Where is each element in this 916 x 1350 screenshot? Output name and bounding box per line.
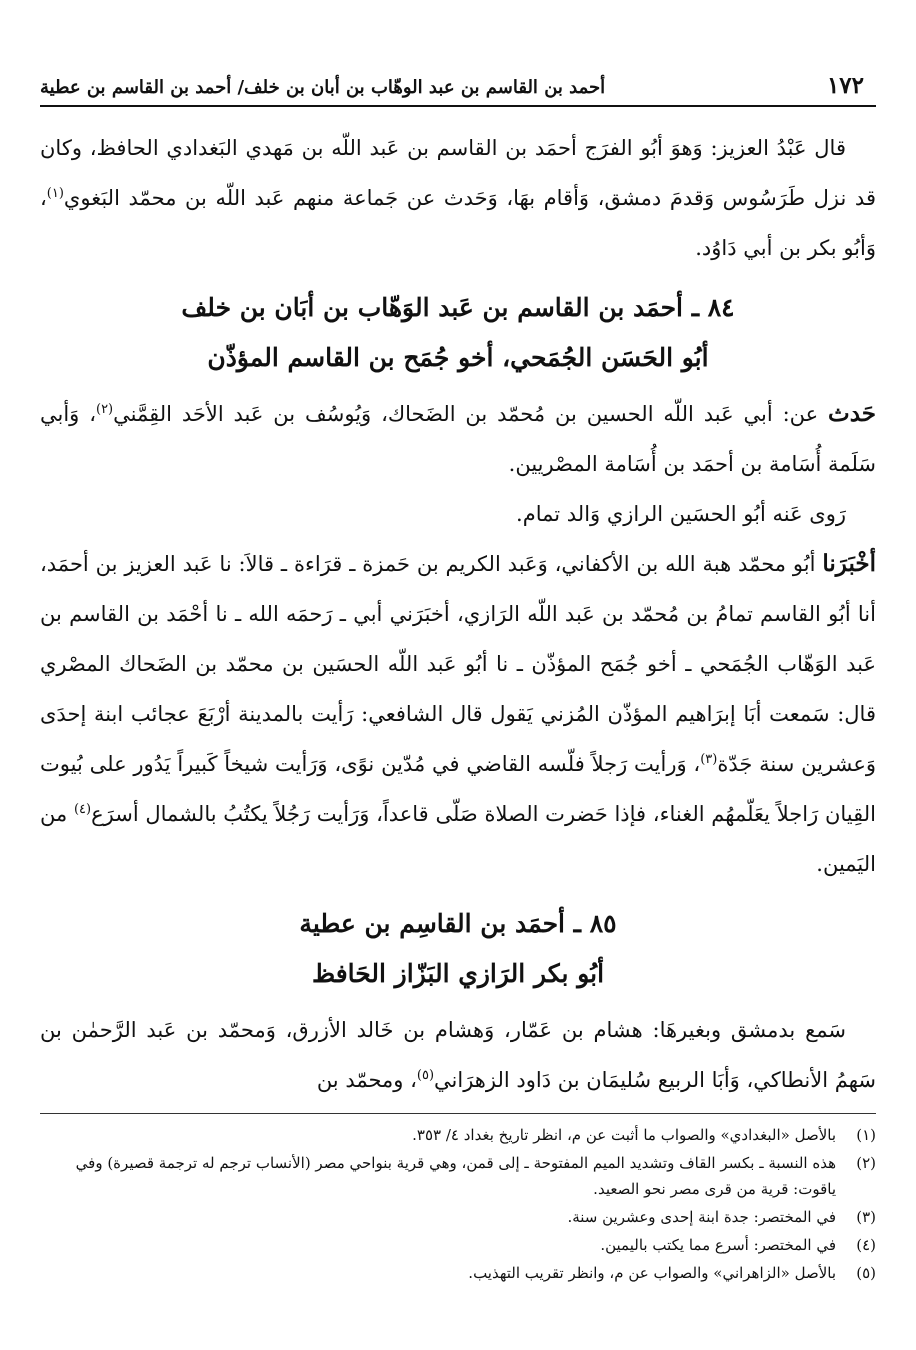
footnote-mark: (١) [856, 1126, 876, 1144]
intro-text: قال عَبْدُ العزيز: وَهوَ أبُو الفرَج أحمَد بن القاسم بن عَبد اللّه بن مَهدي البَغدادي الحافظ، وكان قد نزل طَرَسُوس وَقدمَ دمشق، وَأقام بهَا، وَحَدث عن جَماعة منهم عَبد اللّه بن محمّد البَغوي [40, 136, 876, 210]
entry-85-paragraph-1 [40, 1005, 876, 1105]
footnote-ref-2[interactable]: (٢) [95, 402, 114, 417]
entry-84-title: ٨٤ ـ أحمَد بن القاسم بن عَبد الوَهّاب بن أبَان بن خلف [181, 293, 735, 322]
footnote-ref-1[interactable]: (١) [46, 186, 64, 201]
footnotes [40, 1113, 876, 1286]
entry-84-text-1: عن: أبي عَبد اللّه الحسين بن مُحمّد بن الضَحاك، وَيُوسُف بن عَبد الأحَد القِمَّني [113, 402, 829, 426]
footnote [40, 1204, 876, 1230]
entry-85-title: ٨٥ ـ أحمَد بن القاسِم بن عطية [299, 909, 617, 938]
footnote [40, 1150, 876, 1202]
entry-85-heading [40, 899, 876, 999]
book-page [40, 60, 876, 1288]
lead-word: أخْبَرَنا [822, 550, 876, 577]
entry-85-text-1: سَمع بدمشق وبغيرهَا: هشام بن عَمّار، وَهشام بن خَالد الأزرق، وَمحمّد بن عَبد الرَّحمٰن بن سَهمُ الأنطاكي، وَأبَا الربيع سُليمَان بن دَاود الزهرَاني [40, 1018, 876, 1092]
footnote [40, 1122, 876, 1148]
footnote-text: في المختصر: أسرع مما يكتب باليمين. [600, 1236, 836, 1254]
page-body [40, 123, 876, 1105]
footnote-ref-5[interactable]: (٥) [416, 1068, 435, 1083]
footnote-text: هذه النسبة ـ بكسر القاف وتشديد الميم المفتوحة ـ إلى قمن، وهي قرية بنواحي مصر (الأنساب ترجم له ترجمة قصيرة) وفي ياقوت: قرية من قرى مصر نحو الصعيد. [75, 1154, 836, 1198]
entry-84-text-3-mid: ، وَرأيت رَجلاً فلّسه القاضي في مُدّين نوًى، وَرَأيت شيخاً كَبيراً يَدُور على بُيوت القِيان رَاجلاً يعَلّمهُم الغناء، فإذا حَضرت الصلاة صَلّى قاعداً، وَرَأيت رَجُلاً يكتُبُ بالشمال أسرَع [40, 752, 876, 826]
footnote-mark: (٥) [856, 1264, 876, 1282]
lead-word: حَدث [828, 400, 876, 427]
footnote-text: في المختصر: جدة ابنة إحدى وعشرين سنة. [567, 1208, 836, 1226]
intro-paragraph [40, 123, 876, 273]
running-title: أحمد بن القاسم بن عبد الوهّاب بن أبان بن خلف/ أحمد بن القاسم بن عطية [40, 77, 606, 98]
footnote [40, 1260, 876, 1286]
footnote-text: بالأصل «البغدادي» والصواب ما أثبت عن م، انظر تاريخ بغداد ٤/ ٣٥٣. [412, 1126, 836, 1144]
footnote-mark: (٤) [856, 1236, 876, 1254]
footnote [40, 1232, 876, 1258]
entry-84-paragraph-2: رَوى عَنه أبُو الحسَين الرازي وَالد تمام. [516, 502, 846, 526]
footnote-mark: (٢) [856, 1154, 876, 1172]
entry-84-text-3-tail: من اليَمين. [40, 802, 876, 876]
entry-84-paragraph-1 [40, 389, 876, 489]
entry-84-paragraph-3 [40, 539, 876, 889]
entry-84-subtitle: أبُو الحَسَن الجُمَحي، أخو جُمَح بن القاسم المؤذّن [207, 343, 709, 372]
entry-85-text-1-tail: ، ومحمّد بن [316, 1068, 417, 1092]
entry-84-heading [40, 283, 876, 383]
footnote-ref-3[interactable]: (٣) [700, 752, 718, 767]
page-number: ١٧٢ [826, 72, 864, 99]
footnote-mark: (٣) [856, 1208, 876, 1226]
entry-84-text-1-tail: ، وَأبي سَلَمة أُسَامة بن أحمَد بن أُسَامة المصْريين. [40, 402, 876, 476]
page-header [40, 60, 876, 107]
intro-tail: ، وَأبُو بكر بن أبي دَاوُد. [40, 186, 876, 260]
footnote-text: بالأصل «الزاهراني» والصواب عن م، وانظر تقريب التهذيب. [468, 1264, 836, 1282]
entry-84-text-3: أبُو محمّد هبة الله بن الأكفاني، وَعَبد الكريم بن حَمزة ـ قرَاءة ـ قالاَ: نا عَبد العزيز بن أحمَد، أنا أبُو القاسم تمامُ بن مُحمّد بن عَبد اللّه الرَازي، أخبَرَني أبي ـ رَحمَه الله ـ نا أحْمَد بن القاسم بن عَبد الوَهّاب الجُمَحي ـ أخو جُمَح المؤذّن ـ نا أبُو عَبد اللّه الحسَين بن محمّد بن الضَحاك المصْري قال: سَمعت أبَا إبرَاهيم المؤذّن المُزني يَقول قال الشافعي: رَأيت بالمدينة أرْبَعَ عجائب ابنة إحدَى وَعشرين سنة جَدّة [40, 552, 877, 776]
entry-85-subtitle: أبُو بكر الرَازي البَزّاز الحَافظ [311, 959, 605, 988]
footnote-ref-4[interactable]: (٤) [73, 802, 92, 817]
